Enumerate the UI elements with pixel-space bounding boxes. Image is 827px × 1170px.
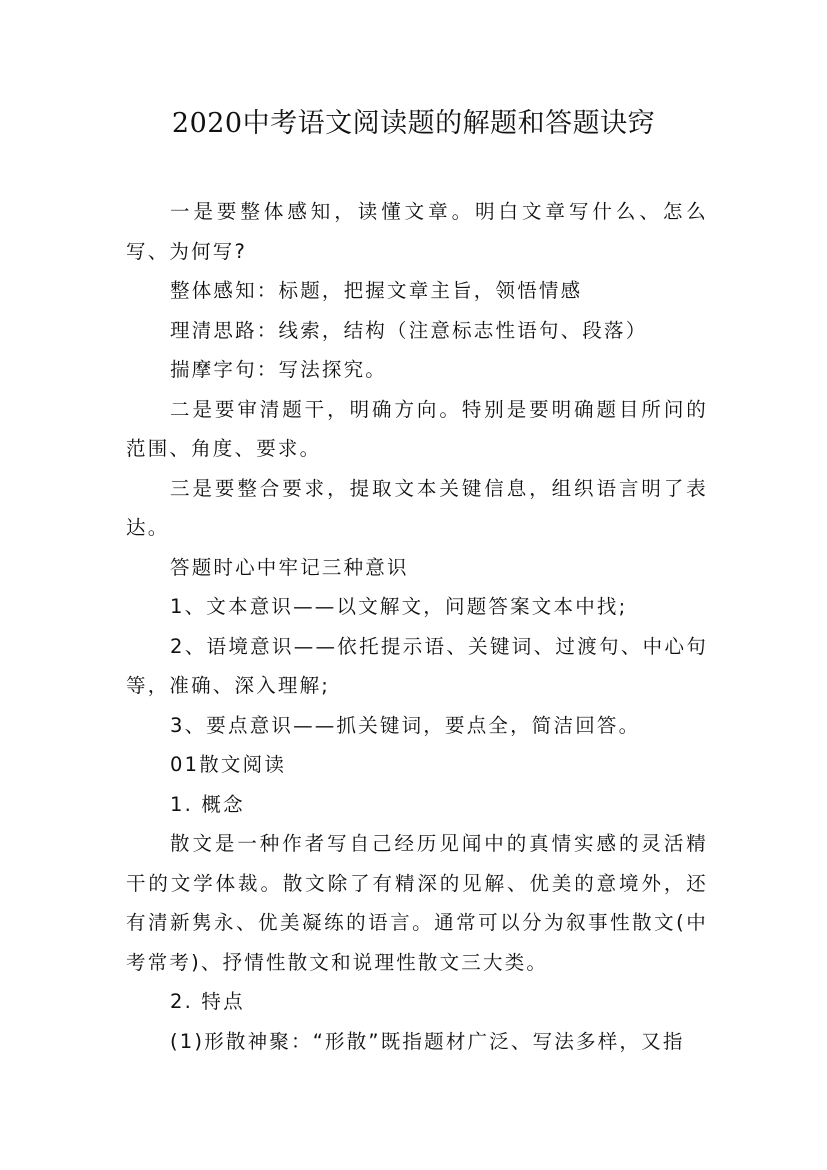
paragraph-prose-definition: 散文是一种作者写自己经历见闻中的真情实感的灵活精干的文学体裁。散文除了有精深的见解、优美的意境外，还有清新隽永、优美凝练的语言。通常可以分为叙事性散文(中考常考)、抒情性散文和说理性散文三大类。	[126, 832, 708, 974]
paragraph-overall-perception: 一是要整体感知，读懂文章。明白文章写什么、怎么写、为何写?	[126, 200, 708, 263]
paragraph-three-awareness: 答题时心中牢记三种意识	[170, 555, 409, 579]
paragraph-examine-question: 二是要审清题干，明确方向。特别是要明确题目所问的范围、角度、要求。	[126, 397, 708, 460]
subheading-features: 2. 特点	[170, 990, 245, 1013]
paragraph-text-awareness: 1、文本意识——以文解文，问题答案文本中找;	[170, 595, 628, 618]
paragraph-ponder-words: 揣摩字句：写法探究。	[170, 358, 388, 381]
paragraph-perception-detail: 整体感知：标题，把握文章主旨，领悟情感	[170, 279, 583, 302]
document-title: 2020中考语文阅读题的解题和答题诀窍	[171, 108, 656, 139]
paragraph-feature-form-scattered: (1)形散神聚：“形散”既指题材广泛、写法多样，又指	[170, 1029, 685, 1053]
paragraph-context-awareness: 2、语境意识——依托提示语、关键词、过渡句、中心句等，准确、深入理解;	[126, 634, 708, 697]
paragraph-key-point-awareness: 3、要点意识——抓关键词，要点全，简洁回答。	[170, 713, 641, 737]
paragraph-integrate-requirements: 三是要整合要求，提取文本关键信息，组织语言明了表达。	[126, 476, 708, 539]
paragraph-clarify-thinking: 理清思路：线索，结构（注意标志性语句、段落）	[170, 318, 648, 342]
document-body	[126, 192, 708, 1061]
subheading-concept: 1. 概念	[170, 792, 245, 816]
section-heading-prose-reading: 01散文阅读	[170, 753, 287, 776]
